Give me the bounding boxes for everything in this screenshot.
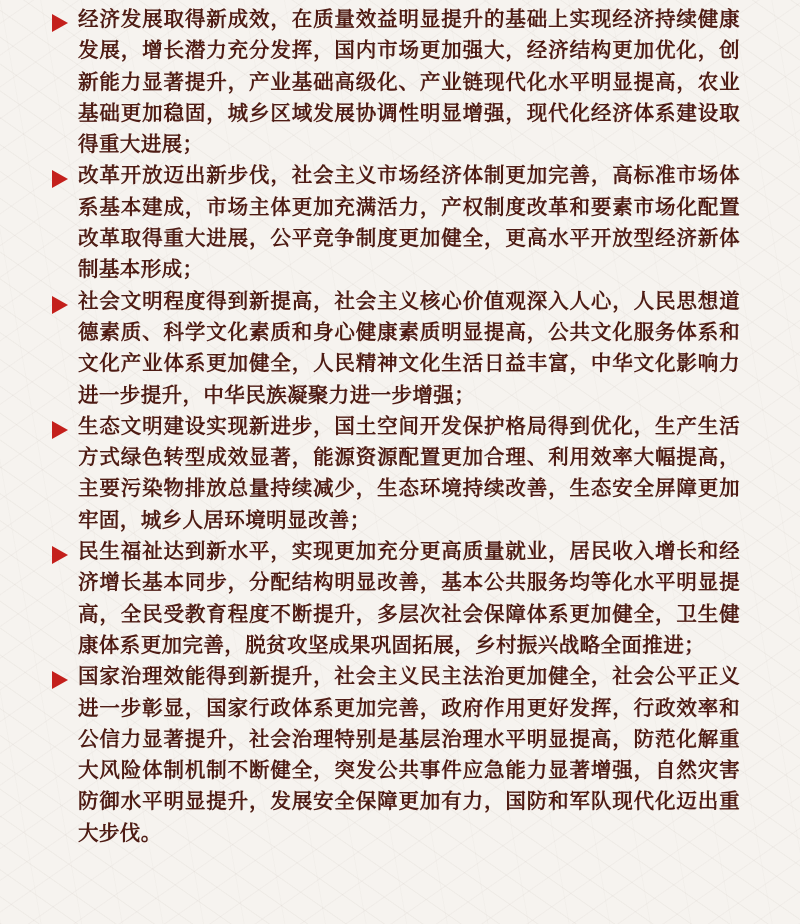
triangle-bullet-icon [52, 296, 68, 314]
triangle-bullet-icon [52, 421, 68, 439]
list-item-civilization [52, 286, 740, 411]
triangle-bullet-icon [52, 671, 68, 689]
triangle-bullet-icon [52, 170, 68, 188]
list-item-text: 改革开放迈出新步伐，社会主义市场经济体制更加完善，高标准市场体系基本建成，市场主体更加充满活力，产权制度改革和要素市场化配置改革取得重大进展，公平竞争制度更加健全，更高水平开放型经济新体制基本形成； [78, 163, 740, 282]
list-item-livelihood [52, 536, 740, 661]
list-item-economy [52, 4, 740, 160]
list-item-text: 经济发展取得新成效，在质量效益明显提升的基础上实现经济持续健康发展，增长潜力充分发挥，国内市场更加强大，经济结构更加优化，创新能力显著提升，产业基础高级化、产业链现代化水平明显提高，农业基础更加稳固，城乡区域发展协调性明显增强，现代化经济体系建设取得重大进展； [78, 7, 740, 157]
list-item-governance [52, 661, 740, 849]
list-item-text: 社会文明程度得到新提高，社会主义核心价值观深入人心，人民思想道德素质、科学文化素质和身心健康素质明显提高，公共文化服务体系和文化产业体系更加健全，人民精神文化生活日益丰富，中华文化影响力进一步提升，中华民族凝聚力进一步增强； [78, 288, 740, 407]
list-item-ecology [52, 411, 740, 536]
list-item-reform [52, 160, 740, 285]
triangle-bullet-icon [52, 546, 68, 564]
list-item-text: 民生福祉达到新水平，实现更加充分更高质量就业，居民收入增长和经济增长基本同步，分配结构明显改善，基本公共服务均等化水平明显提高，全民受教育程度不断提升，多层次社会保障体系更加健全，卫生健康体系更加完善，脱贫攻坚成果巩固拓展，乡村振兴战略全面推进； [78, 539, 740, 657]
list-item-text: 生态文明建设实现新进步，国土空间开发保护格局得到优化，生产生活方式绿色转型成效显著，能源资源配置更加合理、利用效率大幅提高，主要污染物排放总量持续减少，生态环境持续改善，生态安全屏障更加牢固，城乡人居环境明显改善； [78, 413, 740, 532]
triangle-bullet-icon [52, 14, 68, 32]
list-item-text: 国家治理效能得到新提升，社会主义民主法治更加健全，社会公平正义进一步彰显，国家行政体系更加完善，政府作用更好发挥，行政效率和公信力显著提升，社会治理特别是基层治理水平明显提高，防范化解重大风险体制机制不断健全，突发公共事件应急能力显著增强，自然灾害防御水平明显提升，发展安全保障更加有力，国防和军队现代化迈出重大步伐。 [78, 664, 740, 845]
